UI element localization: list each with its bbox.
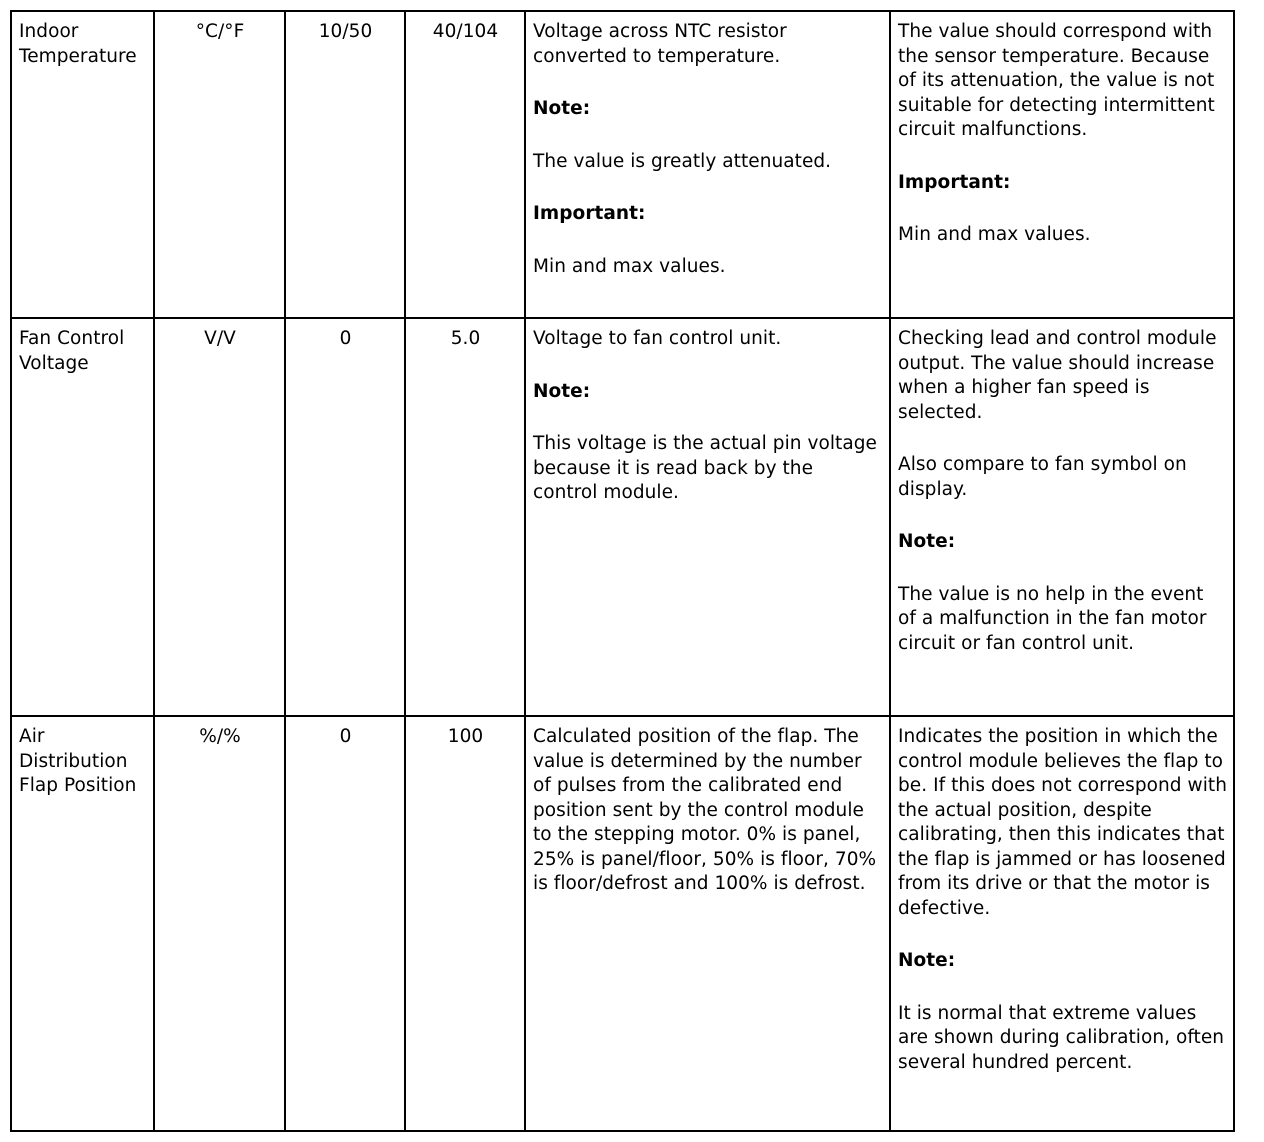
min-value-cell [285,716,405,1131]
parameter-name-cell [11,318,154,716]
max-value: 5.0 [450,328,481,349]
note-label: Note: [533,380,591,402]
description-text: Calculated position of the flap. The value is determined by the number of pulses from the calibrated end position sent by the control module to the stepping motor. 0% is panel, 25% is panel/floor, 50% is floor, 70% is floor/defrost and 100% is defrost. [533,726,877,894]
note-label: Note: [898,950,956,971]
unit: V/V [204,328,236,349]
min-value: 0 [339,328,352,349]
description-text: Voltage across NTC resistor converted to temperature. [533,21,787,67]
note-label: Note: [898,531,956,552]
description-text: Voltage to fan control unit. [533,328,782,349]
max-value: 100 [447,726,484,747]
important-text: Min and max values. [898,224,1091,245]
min-value-cell [285,11,405,318]
comments-text: The value should correspond with the sensor temperature. Because of its attenuation, the value is not suitable for detecting intermittent circuit malfunctions. [898,21,1215,140]
description-cell [525,716,890,1131]
note-text: The value is greatly attenuated. [533,150,832,172]
unit-cell [154,11,285,318]
parameter-table [10,10,1235,1132]
max-value-cell [405,716,525,1131]
unit-cell [154,318,285,716]
comments-text: Checking lead and control module output. The value should increase when a higher fan speed is selected. [898,328,1217,423]
note-text: This voltage is the actual pin voltage because it is read back by the control module. [533,433,877,503]
min-value: 10/50 [318,21,373,42]
parameter-name: Fan Control Voltage [19,328,125,374]
min-value-cell [285,318,405,716]
parameter-name-cell [11,11,154,318]
min-value: 0 [339,726,352,747]
important-label: Important: [533,203,646,224]
unit-cell [154,716,285,1131]
note-label: Note: [533,98,591,119]
description-cell [525,11,890,318]
parameter-name: Air Distribution Flap Position [19,726,137,796]
parameter-name-cell [11,716,154,1131]
description-cell [525,318,890,716]
important-text: Min and max values. [533,255,726,277]
parameter-name: Indoor Temperature [19,21,137,67]
comments-text: Indicates the position in which the control module believes the flap to be. If this does not correspond with the actual position, despite calibrating, then this indicates that the flap is jammed or has loosened from its drive or that the motor is defective. [898,726,1227,919]
table-row [11,716,1234,1131]
max-value-cell [405,11,525,318]
note-text: It is normal that extreme values are shown during calibration, often several hundred percent. [898,1002,1225,1073]
table-row [11,11,1234,318]
unit: °C/°F [195,21,245,42]
table-row [11,318,1234,716]
comments-cell [890,716,1234,1131]
max-value: 40/104 [432,21,499,42]
comments-cell [890,11,1234,318]
comments-cell [890,318,1234,716]
note-text: The value is no help in the event of a malfunction in the fan motor circuit or fan control unit. [898,583,1207,654]
unit: %/% [199,726,241,747]
max-value-cell [405,318,525,716]
important-label: Important: [898,171,1011,193]
comments-text-2: Also compare to fan symbol on display. [898,454,1187,500]
